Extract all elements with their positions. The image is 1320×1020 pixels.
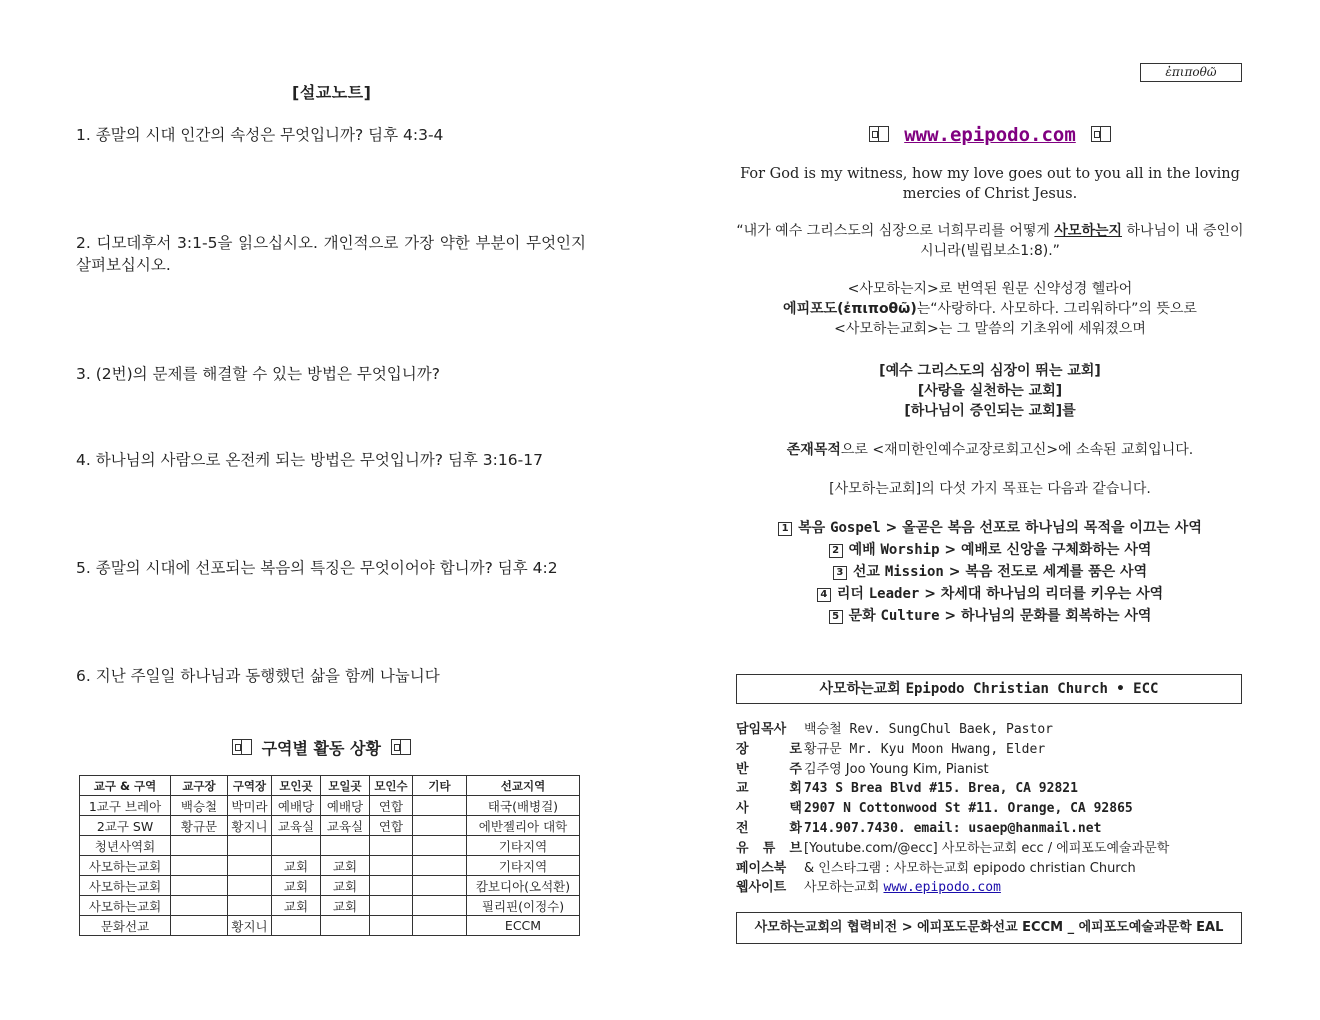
goal-ko: 복음 xyxy=(798,520,826,536)
info-label: 웹사이트 xyxy=(736,880,787,896)
table-header: 모인수 xyxy=(370,776,413,796)
table-cell: 황규문 xyxy=(171,816,228,836)
site-link[interactable]: www.epipodo.com xyxy=(904,124,1076,146)
table-cell: 예배당 xyxy=(321,796,370,816)
question-1: 1. 종말의 시대 인간의 속성은 무엇입니까? 딤후 4:3-4 xyxy=(76,126,444,144)
info-row xyxy=(736,740,1244,760)
info-row xyxy=(736,819,1244,839)
goal-number: 5 xyxy=(829,610,843,624)
info-row xyxy=(736,720,1244,740)
table-cell xyxy=(413,816,467,836)
table-cell: 필리핀(이정수) xyxy=(467,896,580,916)
table-row xyxy=(80,856,580,876)
vision-box: 사모하는교회의 협력비전 > 에피포도문화선교 ECCM _ 에피포도예술과문학 EAL xyxy=(736,912,1242,944)
table-cell xyxy=(413,796,467,816)
goal-desc: > 차세대 하나님의 리더를 키우는 사역 xyxy=(924,586,1164,602)
table-cell: 문화선교 xyxy=(80,916,171,936)
goals-intro: [사모하는교회]의 다섯 가지 목표는 다음과 같습니다. xyxy=(829,481,1151,497)
table-cell: 기타지역 xyxy=(467,856,580,876)
goal-number: 3 xyxy=(833,566,847,580)
table-cell xyxy=(370,896,413,916)
info-row xyxy=(736,799,1244,819)
info-row xyxy=(736,859,1244,879)
goal-desc: > 하나님의 문화를 회복하는 사역 xyxy=(944,608,1152,624)
table-cell: 황지니 xyxy=(228,916,272,936)
goal-number: 2 xyxy=(829,544,843,558)
meaning-line: <사모하는지>로 번역된 원문 신약성경 헬라어 xyxy=(847,281,1133,297)
table-cell xyxy=(370,916,413,936)
sermon-notes-title: [설교노트] xyxy=(292,83,372,102)
table-cell xyxy=(171,856,228,876)
activity-title xyxy=(228,736,415,759)
table-header: 교구장 xyxy=(171,776,228,796)
table-cell: 황지니 xyxy=(228,816,272,836)
meaning-line: <사모하는교회>는 그 말씀의 기초위에 세워졌으며 xyxy=(834,321,1146,337)
table-cell xyxy=(228,856,272,876)
question-3: 3. (2번)의 문제를 해결할 수 있는 방법은 무엇입니까? xyxy=(76,365,440,383)
table-row xyxy=(80,836,580,856)
book-icon xyxy=(391,739,411,755)
table-cell: 연합 xyxy=(370,816,413,836)
table-row xyxy=(80,916,580,936)
goal-ko: 리더 xyxy=(836,586,864,602)
meaning-block xyxy=(736,279,1244,339)
table-cell xyxy=(171,916,228,936)
table-cell xyxy=(171,876,228,896)
table-cell xyxy=(321,916,370,936)
table-cell: 백승철 xyxy=(171,796,228,816)
table-header: 기타 xyxy=(413,776,467,796)
goal-item xyxy=(736,517,1244,539)
info-row xyxy=(736,779,1244,799)
table-cell: 사모하는교회 xyxy=(80,896,171,916)
table-cell xyxy=(321,836,370,856)
table-cell xyxy=(370,876,413,896)
info-value: 2907 N Cottonwood St #11. Orange, CA 92865 xyxy=(804,801,1133,817)
table-cell: 에반젤리아 대학 xyxy=(467,816,580,836)
goal-item xyxy=(736,561,1244,583)
table-cell xyxy=(228,896,272,916)
meaning-text: 는“사랑하다. 사모하다. 그리워하다”의 뜻으로 xyxy=(916,301,1197,317)
table-cell xyxy=(272,836,321,856)
info-value: [Youtube.com/@ecc] 사모하는교회 ecc / 에피포도예술과문학 xyxy=(804,840,1170,856)
table-cell: 교회 xyxy=(272,856,321,876)
purpose-text: 으로 <재미한인예수교장로회고신>에 소속된 교회입니다. xyxy=(840,442,1194,458)
activity-table xyxy=(79,775,580,936)
church-description-line: [하나님이 증인되는 교회]를 xyxy=(904,403,1076,419)
info-row xyxy=(736,839,1244,859)
table-header: 구역장 xyxy=(228,776,272,796)
contact-info xyxy=(736,720,1244,898)
goal-en: Leader xyxy=(868,586,920,602)
goal-en: Worship xyxy=(880,542,940,558)
info-value: 743 S Brea Blvd #15. Brea, CA 92821 xyxy=(804,781,1078,797)
table-cell: 교육실 xyxy=(272,816,321,836)
question-2: 2. 디모데후서 3:1-5을 읽으십시오. 개인적으로 가장 약한 부분이 무엇인지 살펴보십시오. xyxy=(76,234,586,274)
table-cell: 기타지역 xyxy=(467,836,580,856)
table-cell xyxy=(272,916,321,936)
table-cell: ECCM xyxy=(467,916,580,936)
info-label: 페이스북 xyxy=(736,860,787,876)
goal-desc: > 예배로 신앙을 구체화하는 사역 xyxy=(944,542,1152,558)
table-cell xyxy=(171,896,228,916)
church-name-en: Epipodo Christian Church • ECC xyxy=(905,681,1159,697)
table-cell xyxy=(413,916,467,936)
table-row xyxy=(80,816,580,836)
table-header-row xyxy=(80,776,580,796)
goal-item xyxy=(736,605,1244,627)
website-link[interactable]: www.epipodo.com xyxy=(883,880,1001,896)
info-label: 장 로 xyxy=(736,741,802,757)
table-cell xyxy=(413,856,467,876)
table-cell xyxy=(228,876,272,896)
greek-word-box: ἐπιποθῶ xyxy=(1140,63,1242,82)
info-value: 황규문 Mr. Kyu Moon Hwang, Elder xyxy=(804,741,1046,757)
church-description-line: [예수 그리스도의 심장이 뛰는 교회] xyxy=(879,363,1101,379)
church-name-ko: 사모하는교회 xyxy=(819,681,901,697)
table-row xyxy=(80,796,580,816)
activity-title-text: 구역별 활동 상황 xyxy=(261,739,381,758)
goal-desc: > 복음 전도로 세계를 품은 사역 xyxy=(948,564,1148,580)
website-name: 사모하는교회 xyxy=(804,880,880,896)
info-value: 714.907.7430. email: usaep@hanmail.net xyxy=(804,820,1102,836)
table-cell xyxy=(228,836,272,856)
table-cell xyxy=(413,836,467,856)
book-icon xyxy=(1091,126,1111,142)
goal-item xyxy=(736,539,1244,561)
purpose-label: 존재목적 xyxy=(786,442,841,458)
info-label: 사 택 xyxy=(736,801,802,817)
question-4: 4. 하나님의 사람으로 온전케 되는 방법은 무엇입니까? 딤후 3:16-17 xyxy=(76,451,543,469)
info-value: 백승철 Rev. SungChul Baek, Pastor xyxy=(804,722,1053,737)
goal-en: Culture xyxy=(880,608,940,624)
info-row xyxy=(736,760,1244,780)
table-cell: 교회 xyxy=(321,856,370,876)
table-cell: 청년사역회 xyxy=(80,836,171,856)
table-header: 모일곳 xyxy=(321,776,370,796)
goal-ko: 문화 xyxy=(848,608,876,624)
goal-number: 4 xyxy=(817,588,831,602)
table-cell xyxy=(370,856,413,876)
table-header: 선교지역 xyxy=(467,776,580,796)
table-cell: 교회 xyxy=(321,876,370,896)
question-6: 6. 지난 주일일 하나님과 동행했던 삶을 함께 나눕니다 xyxy=(76,667,440,685)
church-description xyxy=(736,361,1244,421)
epipodo-term: 에피포도(ἐπιποθῶ) xyxy=(783,301,917,317)
info-label: 교 회 xyxy=(736,781,802,797)
table-cell: 교회 xyxy=(321,896,370,916)
question-5: 5. 종말의 시대에 선포되는 복음의 특징은 무엇이어야 합니까? 딤후 4:2 xyxy=(76,559,558,577)
info-label: 담임목사 xyxy=(736,722,787,737)
book-icon xyxy=(232,739,252,755)
table-cell xyxy=(413,896,467,916)
table-cell: 1교구 브레아 xyxy=(80,796,171,816)
table-cell: 박미라 xyxy=(228,796,272,816)
table-cell: 2교구 SW xyxy=(80,816,171,836)
book-icon xyxy=(869,126,889,142)
info-value: 김주영 Joo Young Kim, Pianist xyxy=(804,761,989,777)
table-cell xyxy=(171,836,228,856)
goal-desc: > 올곧은 복음 선포로 하나님의 목적을 이끄는 사역 xyxy=(885,520,1202,536)
table-header: 교구 & 구역 xyxy=(80,776,171,796)
table-cell: 예배당 xyxy=(272,796,321,816)
table-cell: 사모하는교회 xyxy=(80,856,171,876)
goal-ko: 예배 xyxy=(848,542,876,558)
purpose-line xyxy=(736,440,1244,460)
table-row xyxy=(80,896,580,916)
verse-korean xyxy=(736,221,1244,261)
goal-en: Gospel xyxy=(830,520,881,536)
table-header: 모인곳 xyxy=(272,776,321,796)
table-cell: 사모하는교회 xyxy=(80,876,171,896)
verse-english: For God is my witness, how my love goes out to you all in the loving mercies of Christ Jesus. xyxy=(740,166,1240,202)
church-description-line: [사랑을 실천하는 교회] xyxy=(917,383,1063,399)
table-row xyxy=(80,876,580,896)
info-label: 유 튜 브 xyxy=(736,840,802,856)
church-name-box xyxy=(736,674,1242,704)
table-cell: 캄보디아(오석환) xyxy=(467,876,580,896)
meaning-line xyxy=(736,299,1244,319)
info-row xyxy=(736,878,1244,898)
table-cell: 교회 xyxy=(272,896,321,916)
table-cell: 교육실 xyxy=(321,816,370,836)
info-label: 전 화 xyxy=(736,820,802,836)
goal-item xyxy=(736,583,1244,605)
table-cell xyxy=(413,876,467,896)
site-heading xyxy=(736,124,1244,146)
table-cell: 태국(배병걸) xyxy=(467,796,580,816)
verse-korean-part: 하나님이 내 증인이시니라(빌립보소1:8).” xyxy=(920,223,1244,259)
verse-korean-part: “내가 예수 그리스도의 심장으로 너희무리를 어떻게 xyxy=(736,223,1055,239)
table-cell: 교회 xyxy=(272,876,321,896)
info-value: & 인스타그램 : 사모하는교회 epipodo christian Church xyxy=(804,860,1136,876)
table-cell: 연합 xyxy=(370,796,413,816)
goal-en: Mission xyxy=(884,564,944,580)
verse-korean-emphasis: 사모하는지 xyxy=(1054,223,1123,239)
goal-number: 1 xyxy=(778,522,792,536)
info-label: 반 주 xyxy=(736,761,802,777)
goal-list xyxy=(736,517,1244,627)
table-cell xyxy=(370,836,413,856)
goal-ko: 선교 xyxy=(852,564,880,580)
